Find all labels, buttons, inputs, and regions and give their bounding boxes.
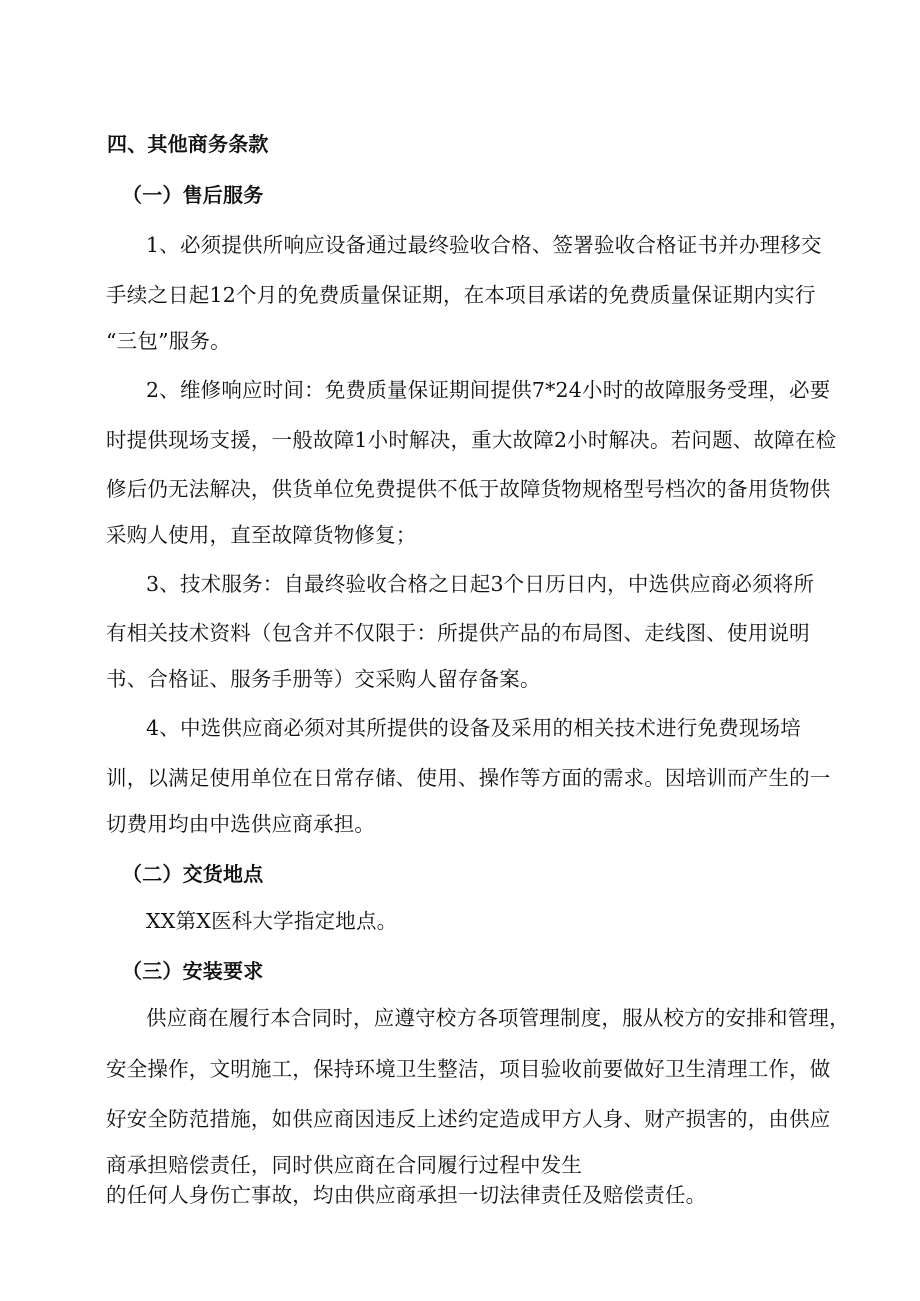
delivery-text: XX第X医科大学指定地点。 xyxy=(146,909,398,933)
item1-line1: 1、必须提供所响应设备通过最终验收合格、签署验收合格证书并办理移交 xyxy=(146,233,822,257)
installation-line3: 好安全防范措施，如供应商因违反上述约定造成甲方人身、财产损害的，由供应 xyxy=(106,1107,831,1131)
item3-line3: 书、合格证、服务手册等）交采购人留存备案。 xyxy=(106,667,541,691)
section-title: 四、其他商务条款 xyxy=(107,132,269,156)
heading-after-sales: （一）售后服务 xyxy=(122,183,264,207)
item2-line1: 2、维修响应时间：免费质量保证期间提供7*24小时的故障服务受理，必要 xyxy=(146,378,831,402)
installation-line2: 安全操作，文明施工，保持环境卫生整洁，项目验收前要做好卫生清理工作，做 xyxy=(106,1057,831,1081)
item4-line1: 4、中选供应商必须对其所提供的设备及采用的相关技术进行免费现场培 xyxy=(146,716,801,740)
item2-line2: 时提供现场支援，一般故障1小时解决，重大故障2小时解决。若问题、故障在检 xyxy=(106,428,837,452)
item1-line2: 手续之日起12个月的免费质量保证期，在本项目承诺的免费质量保证期内实行 xyxy=(106,283,816,307)
item2-line3: 修后仍无法解决，供货单位免费提供不低于故障货物规格型号档次的备用货物供 xyxy=(106,477,831,501)
item1-line3: “三包”服务。 xyxy=(106,329,231,353)
item3-line1: 3、技术服务：自最终验收合格之日起3个日历日内，中选供应商必须将所 xyxy=(146,572,815,596)
installation-line1: 供应商在履行本合同时，应遵守校方各项管理制度，服从校方的安排和管理， xyxy=(146,1006,850,1030)
item4-line3: 切费用均由中选供应商承担。 xyxy=(106,812,376,836)
heading-installation: （三）安装要求 xyxy=(122,959,264,983)
installation-line4: 商承担赔偿责任，同时供应商在合同履行过程中发生 xyxy=(106,1153,583,1177)
item2-line4: 采购人使用，直至故障货物修复； xyxy=(106,523,417,547)
heading-delivery: （二）交货地点 xyxy=(122,862,264,886)
item3-line2: 有相关技术资料（包含并不仅限于：所提供产品的布局图、走线图、使用说明 xyxy=(106,621,810,645)
item4-line2: 训，以满足使用单位在日常存储、使用、操作等方面的需求。因培训而产生的一 xyxy=(106,766,831,790)
installation-line5: 的任何人身伤亡事故，均由供应商承担一切法律责任及赔偿责任。 xyxy=(106,1183,707,1207)
